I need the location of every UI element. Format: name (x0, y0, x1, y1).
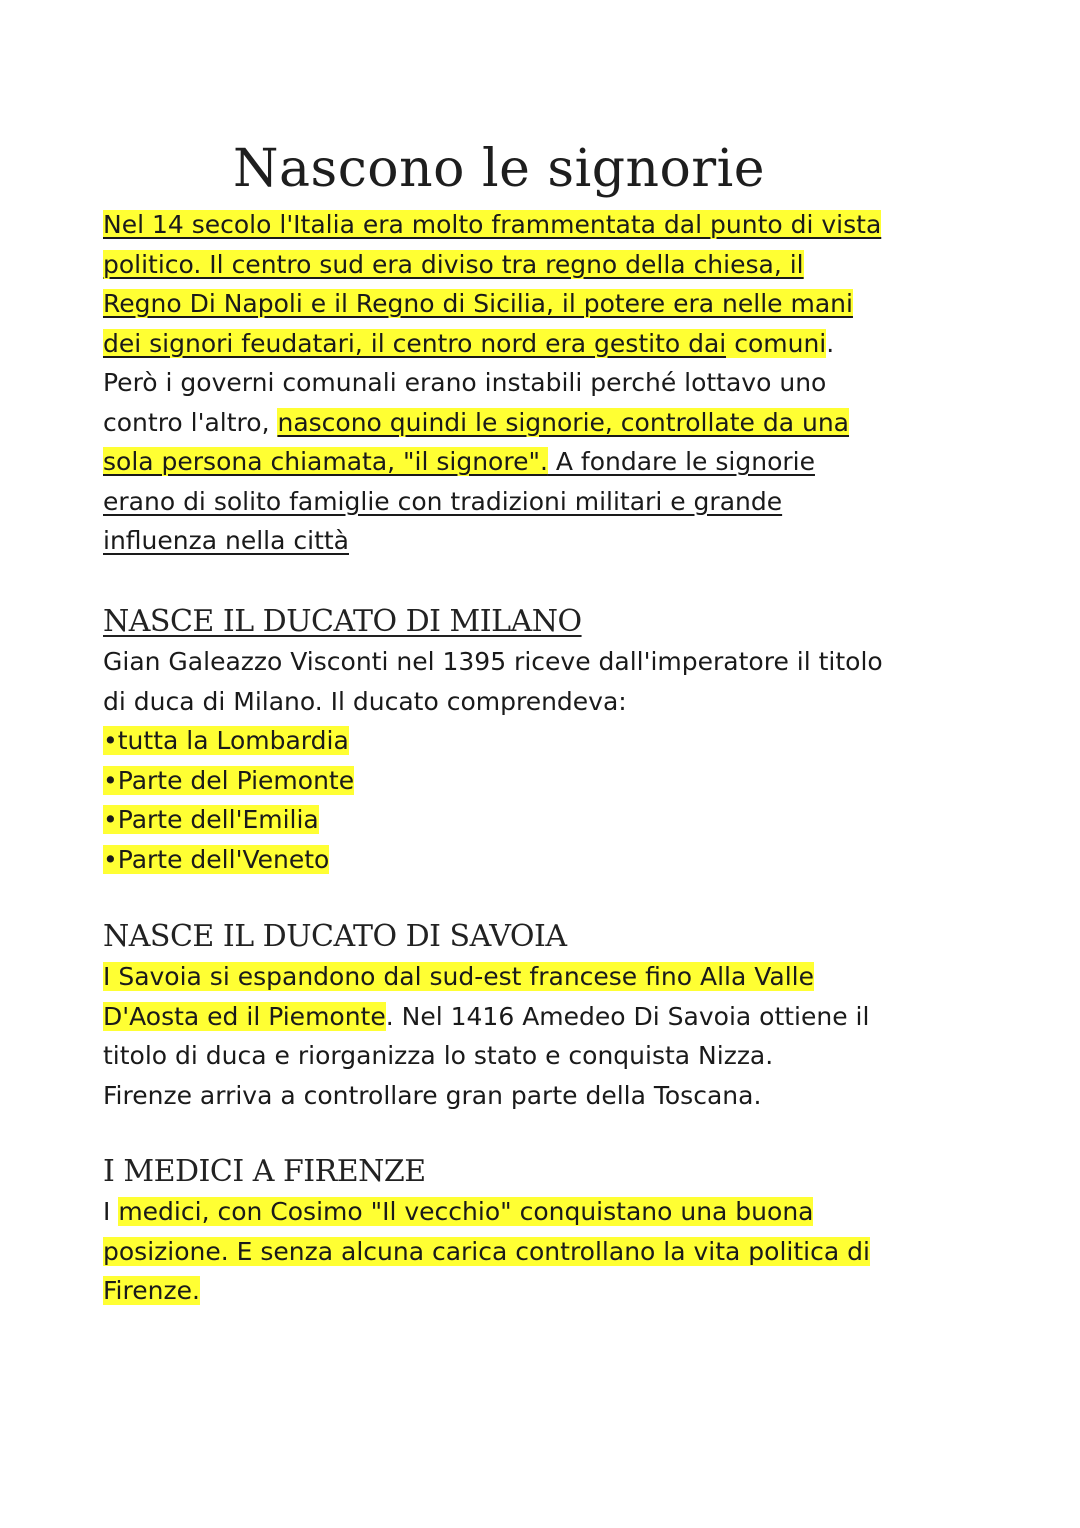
plain-text: . Nel 1416 Amedeo Di Savoia ottiene il (385, 1001, 870, 1031)
highlighted-text: D'Aosta ed il Piemonte (103, 1001, 386, 1031)
section-heading: I MEDICI A FIRENZE (103, 1154, 426, 1189)
highlighted-text: •Parte del Piemonte (103, 765, 355, 795)
highlighted-text: Firenze. (103, 1276, 200, 1305)
highlighted-text: I Savoia si espandono dal sud-est francese fino Alla Valle (103, 962, 814, 991)
section-heading: NASCE IL DUCATO DI MILANO (103, 604, 582, 639)
highlighted-text: Nel 14 secolo l'Italia era molto frammentata dal punto di vista (103, 210, 882, 239)
text-line (103, 324, 983, 364)
text-line (103, 284, 983, 324)
highlighted-text: •tutta la Lombardia (103, 726, 349, 755)
underlined-text: erano di solito famiglie con tradizioni militari e grande (103, 486, 783, 516)
text-line: Gian Galeazzo Visconti nel 1395 riceve dall'imperatore il titolo (103, 647, 883, 676)
text-line (103, 482, 983, 522)
text-line: Però i governi comunali erano instabili perché lottavo uno (103, 368, 827, 397)
text-line: titolo di duca e riorganizza lo stato e conquista Nizza. (103, 1041, 774, 1070)
text-line: Firenze arriva a controllare gran parte della Toscana. (103, 1080, 762, 1110)
text-line: di duca di Milano. Il ducato comprendeva: (103, 686, 627, 716)
highlighted-text: •Parte dell'Veneto (103, 844, 330, 874)
text-line (103, 403, 983, 443)
highlighted-text: politico. Il centro sud era diviso tra regno della chiesa, il (103, 249, 804, 279)
section-medici (103, 1152, 983, 1311)
section-milano (103, 602, 983, 879)
intro-paragraph (103, 205, 983, 561)
text-line (103, 521, 983, 561)
text-line (103, 1271, 983, 1311)
highlighted-text: comuni (726, 328, 827, 358)
underlined-text: influenza nella città (103, 526, 349, 555)
highlighted-text: Regno Di Napoli e il Regno di Sicilia, il potere era nelle mani (103, 289, 853, 318)
highlighted-text: posizione. E senza alcuna carica controllano la vita politica di (103, 1236, 870, 1266)
plain-text: . (826, 328, 835, 358)
text-line (103, 245, 983, 285)
highlighted-text: •Parte dell'Emilia (103, 805, 319, 834)
highlighted-text: dei signori feudatari, il centro nord era gestito dai (103, 328, 727, 358)
section-heading: NASCE IL DUCATO DI SAVOIA (103, 919, 567, 954)
highlighted-text: nascono quindi le signorie, controllate da una (277, 407, 850, 437)
text-line (103, 957, 983, 997)
section-savoia (103, 917, 983, 1115)
underlined-text: A fondare le signorie (547, 447, 815, 476)
highlighted-text: sola persona chiamata, "il signore". (103, 447, 548, 476)
text-line (103, 997, 983, 1037)
list-item (103, 840, 983, 880)
list-item (103, 761, 983, 801)
plain-text: I (103, 1197, 119, 1226)
list-item (103, 800, 983, 840)
list-item (103, 721, 983, 761)
plain-text: contro l'altro, (103, 407, 278, 437)
text-line (103, 1232, 983, 1272)
text-line (103, 442, 983, 482)
highlighted-text: medici, con Cosimo "Il vecchio" conquistano una buona (118, 1197, 814, 1226)
text-line (103, 205, 983, 245)
page-title: Nascono le signorie (233, 139, 766, 199)
text-line (103, 1192, 983, 1232)
